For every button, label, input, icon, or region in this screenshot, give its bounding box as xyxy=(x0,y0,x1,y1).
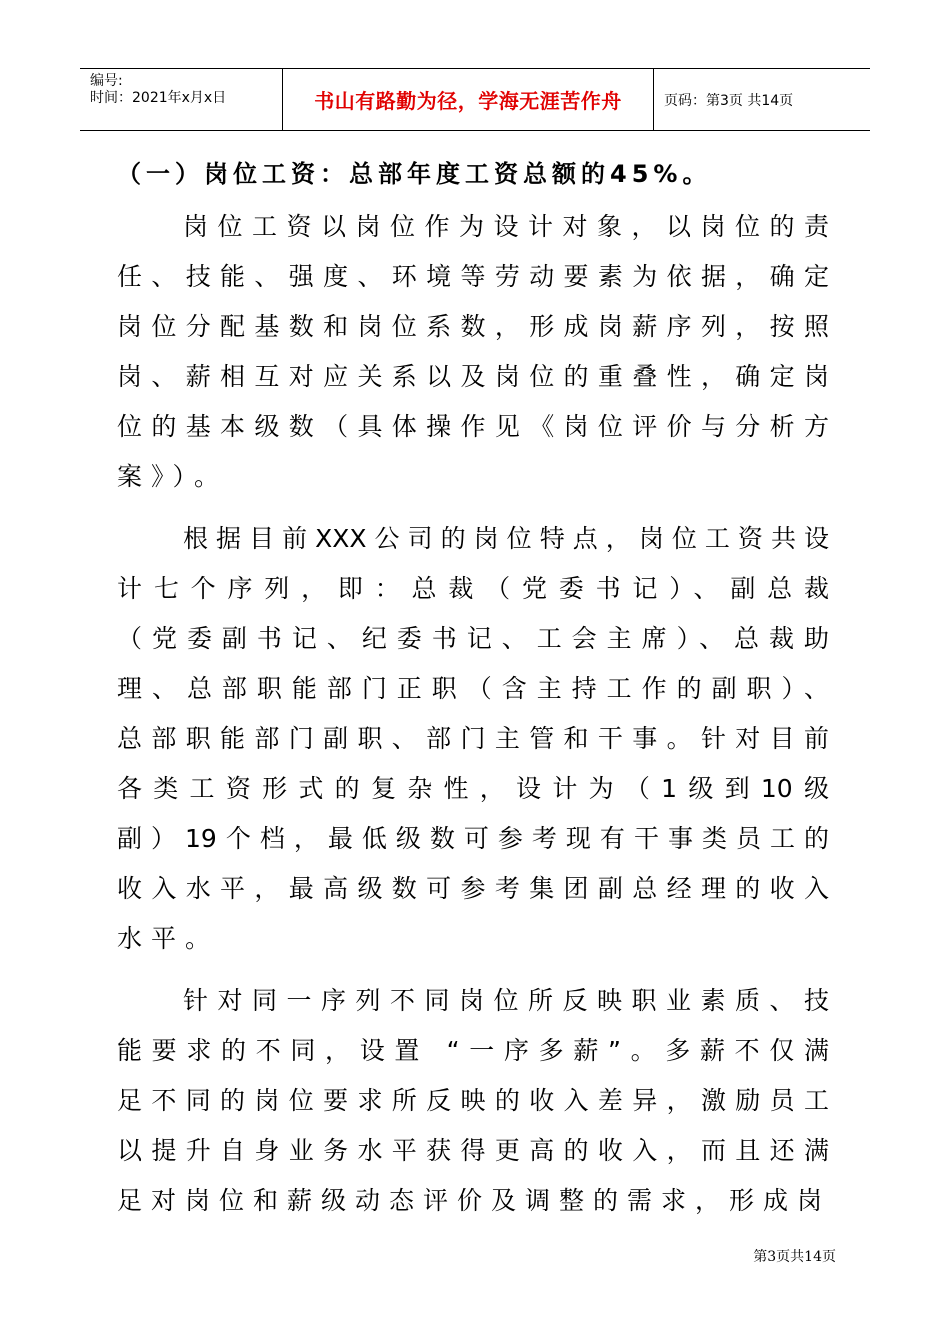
document-date-label: 时间：2021年x月x日 xyxy=(90,90,227,106)
paragraph xyxy=(117,514,829,964)
document-body xyxy=(117,148,832,1238)
paragraph-line: 案》）。 xyxy=(117,462,229,491)
paragraph-line: 任、技能、强度、环境等劳动要素为依据，确定 xyxy=(117,262,829,291)
header-meta xyxy=(80,69,282,130)
paragraph xyxy=(117,202,829,502)
paragraph-line: 收入水平，最高级数可参考集团副总经理的收入 xyxy=(117,874,829,903)
paragraph-line: 岗位工资以岗位作为设计对象，以岗位的责 xyxy=(183,212,829,241)
paragraph-line: 针对同一序列不同岗位所反映职业素质、技 xyxy=(183,986,829,1015)
header-motto: 书山有路勤为径，学海无涯苦作舟 xyxy=(282,69,654,130)
paragraph-line: 各类工资形式的复杂性，设计为（1级到10级 xyxy=(117,774,829,803)
paragraph-line: 总部职能部门副职、部门主管和干事。针对目前 xyxy=(117,724,829,753)
paragraph-line: 位的基本级数（具体操作见《岗位评价与分析方 xyxy=(117,412,829,441)
paragraph-line: 足不同的岗位要求所反映的收入差异，激励员工 xyxy=(117,1086,829,1115)
section-heading: （一）岗位工资：总部年度工资总额的45%。 xyxy=(117,160,712,188)
page-footer: 第3页共14页 xyxy=(753,1249,836,1265)
document-number-label: 编号: xyxy=(90,73,123,89)
paragraph-line: 计七个序列，即：总裁（党委书记）、副总裁 xyxy=(117,574,829,603)
header-page-number: 页码：第3页 共14页 xyxy=(664,92,794,109)
paragraph-line: 水平。 xyxy=(117,924,220,953)
paragraph-line: 根据目前XXX公司的岗位特点，岗位工资共设 xyxy=(183,524,829,553)
paragraph-container xyxy=(117,202,832,1226)
paragraph-line: 足对岗位和薪级动态评价及调整的需求，形成岗 xyxy=(117,1186,832,1215)
paragraph-line: 岗、薪相互对应关系以及岗位的重叠性，确定岗 xyxy=(117,362,829,391)
paragraph-line: （党委副书记、纪委书记、工会主席）、总裁助 xyxy=(117,624,829,653)
paragraph-line: 岗位分配基数和岗位系数，形成岗薪序列，按照 xyxy=(117,312,829,341)
page-header xyxy=(80,68,870,131)
paragraph-line: 以提升自身业务水平获得更高的收入，而且还满 xyxy=(117,1136,829,1165)
paragraph-line: 能要求的不同，设置 “一序多薪”。多薪不仅满 xyxy=(117,1036,829,1065)
paragraph-line: 理、总部职能部门正职（含主持工作的副职）、 xyxy=(117,674,829,703)
paragraph xyxy=(117,976,832,1226)
paragraph-line: 副）19个档，最低级数可参考现有干事类员工的 xyxy=(117,824,829,853)
